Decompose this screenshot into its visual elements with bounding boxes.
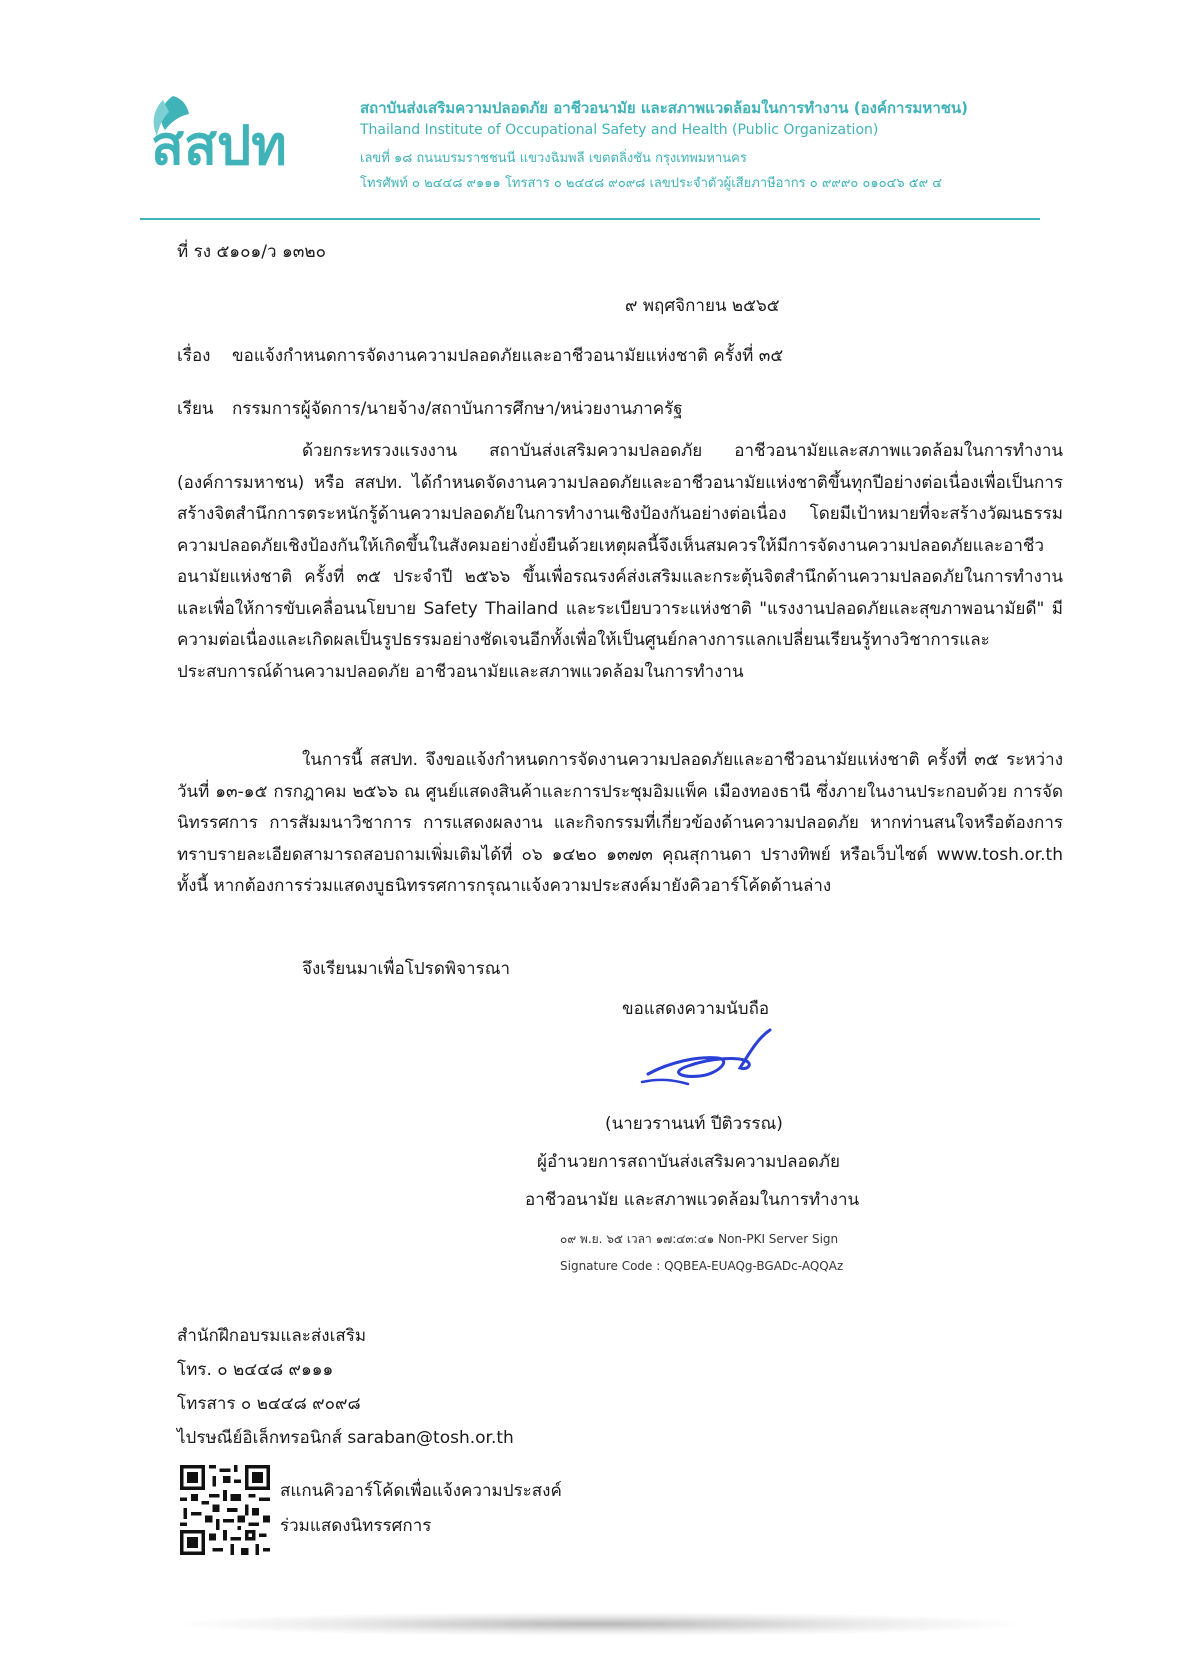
subject-text: ขอแจ้งกำหนดการจัดงานความปลอดภัยและอาชีวอนามัยแห่งชาติ ครั้งที่ ๓๕: [232, 346, 784, 366]
body-paragraph-2: [177, 745, 1063, 903]
reference-number: ที่ รง ๕๑๐๑/ว ๑๓๒๐: [177, 242, 326, 262]
closing-line: จึงเรียนมาเพื่อโปรดพิจารณา: [302, 959, 511, 979]
tosh-logo: [145, 92, 345, 182]
registration-qr-code[interactable]: [180, 1465, 270, 1555]
signer-title-line-2: อาชีวอนามัย และสภาพแวดล้อมในการทำงาน: [525, 1190, 860, 1210]
sign-timestamp: ๐๙ พ.ย. ๖๕ เวลา ๑๗:๔๓:๔๑ Non-PKI Server Sign: [560, 1232, 839, 1246]
qr-caption-line-1: สแกนคิวอาร์โค้ดเพื่อแจ้งความประสงค์: [280, 1481, 562, 1501]
org-name-th: สถาบันส่งเสริมความปลอดภัย อาชีวอนามัย และสภาพแวดล้อมในการทำงาน (องค์การมหาชน): [360, 99, 969, 117]
department-tel: โทร. ๐ ๒๔๔๘ ๙๑๑๑: [177, 1360, 334, 1380]
recipient-label: เรียน: [177, 399, 214, 419]
qr-caption-line-2: ร่วมแสดงนิทรรศการ: [280, 1516, 432, 1536]
department-name: สำนักฝึกอบรมและส่งเสริม: [177, 1326, 367, 1346]
letter-date: ๙ พฤศจิกายน ๒๕๖๕: [625, 296, 780, 316]
org-name-en: Thailand Institute of Occupational Safety and Health (Public Organization): [360, 122, 879, 138]
header-divider: [140, 218, 1040, 220]
department-fax: โทรสาร ๐ ๒๔๔๘ ๙๐๙๘: [177, 1394, 361, 1414]
paragraph-1-text: ด้วยกระทรวงแรงงาน สถาบันส่งเสริมความปลอดภัย อาชีวอนามัยและสภาพแวดล้อมในการทำงาน (องค์การมหาชน) หรือ สสปท. ได้กำหนดจัดงานความปลอดภัยและอาชีวอนามัยแห่งชาติขึ้นทุกปีอย่างต่อเนื่องเพื่อเป็นการสร้างจิตสำนึกการตระหนักรู้ด้านความปลอดภัยในการทำงานเชิงป้องกันอย่างต่อเนื่อง โดยมีเป้าหมายที่จะสร้างวัฒนธรรมความปลอดภัยเชิงป้องกันให้เกิดขึ้นในสังคมอย่างยั่งยืนด้วยเหตุผลนี้จึงเห็นสมควรให้มีการจัดงานความปลอดภัยและอาชีวอนามัยแห่งชาติ ครั้งที่ ๓๕ ประจำปี ๒๕๖๖ ขึ้นเพื่อรณรงค์ส่งเสริมและกระตุ้นจิตสำนึกด้านความปลอดภัยในการทำงาน และเพื่อให้การขับเคลื่อนนโยบาย Safety Thailand และระเบียบวาระแห่งชาติ "แรงงานปลอดภัยและสุขภาพอนามัยดี" มีความต่อเนื่องและเกิดผลเป็นรูปธรรมอย่างชัดเจนอีกทั้งเพื่อให้เป็นศูนย์กลางการแลกเปลี่ยนเรียนรู้ทางวิชาการและประสบการณ์ด้านความปลอดภัย อาชีวอนามัยและสภาพแวดล้อมในการทำงาน: [177, 441, 1063, 682]
logo-wordmark: สสปท: [151, 114, 287, 177]
department-email: ไปรษณีย์อิเล็กทรอนิกส์ saraban@tosh.or.th: [177, 1428, 514, 1448]
signer-title-line-1: ผู้อำนวยการสถาบันส่งเสริมความปลอดภัย: [537, 1152, 840, 1172]
regards-line: ขอแสดงความนับถือ: [622, 999, 770, 1019]
org-address: เลขที่ ๑๘ ถนนบรมราชชนนี แขวงฉิมพลี เขตตลิ่งชัน กรุงเทพมหานคร: [360, 151, 747, 166]
subject-label: เรื่อง: [177, 346, 211, 366]
page-drop-shadow: [180, 1612, 1020, 1636]
signature-code: Signature Code : QQBEA-EUAQg-BGADc-AQQAz: [560, 1259, 844, 1273]
org-contact: โทรศัพท์ ๐ ๒๔๔๘ ๙๑๑๑ โทรสาร ๐ ๒๔๔๘ ๙๐๙๘ เลขประจำตัวผู้เสียภาษีอากร ๐ ๙๙๙๐ ๐๑๐๔๖ ๕๙ ๔: [360, 176, 943, 191]
body-paragraph-1: [177, 436, 1063, 688]
recipient-text: กรรมการผู้จัดการ/นายจ้าง/สถาบันการศึกษา/หน่วยงานภาครัฐ: [232, 399, 683, 419]
paragraph-2-text: ในการนี้ สสปท. จึงขอแจ้งกำหนดการจัดงานความปลอดภัยและอาชีวอนามัยแห่งชาติ ครั้งที่ ๓๕ ระหว่างวันที่ ๑๓-๑๕ กรกฎาคม ๒๕๖๖ ณ ศูนย์แสดงสินค้าและการประชุมอิมแพ็ค เมืองทองธานี ซึ่งภายในงานประกอบด้วย การจัดนิทรรศการ การสัมมนาวิชาการ การแสดงผลงาน และกิจกรรมที่เกี่ยวข้องด้านความปลอดภัย หากท่านสนใจหรือต้องการทราบรายละเอียดสามารถสอบถามเพิ่มเติมได้ที่ ๐๖ ๑๔๒๐ ๑๓๗๓ คุณสุกานดา ปรางทิพย์ หรือเว็บไซต์ www.tosh.or.th ทั้งนี้ หากต้องการร่วมแสดงบูธนิทรรศการกรุณาแจ้งความประสงค์มายังคิวอาร์โค้ดด้านล่าง: [177, 750, 1063, 896]
handwritten-signature: [640, 1022, 790, 1092]
signer-name: (นายวรานนท์ ปีติวรรณ): [605, 1114, 783, 1134]
